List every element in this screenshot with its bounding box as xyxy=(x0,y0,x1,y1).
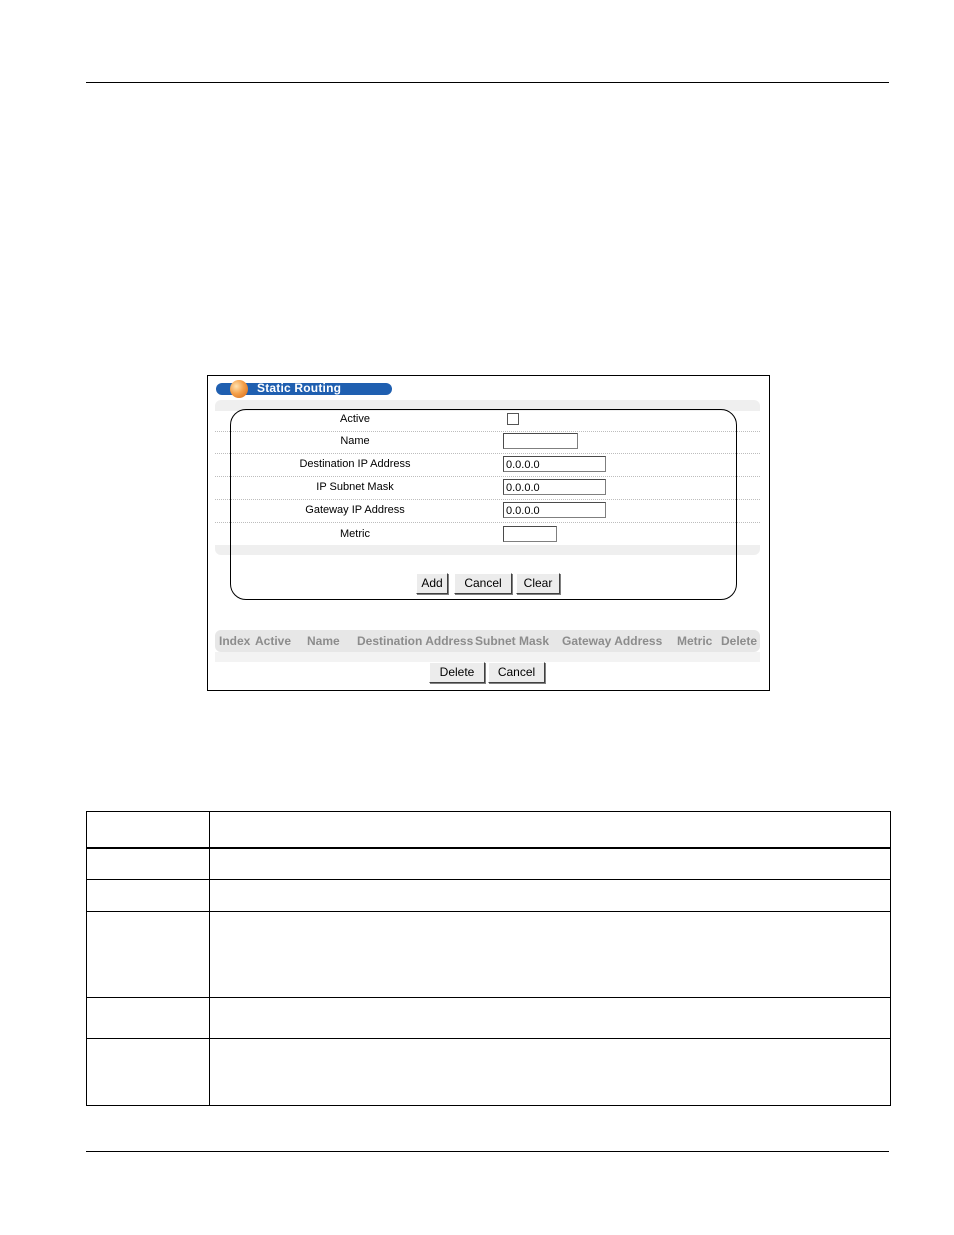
panel-title: Static Routing xyxy=(257,381,342,395)
description-table xyxy=(86,811,891,1106)
table-cell xyxy=(210,998,891,1039)
table-row xyxy=(87,848,891,880)
table-row xyxy=(87,912,891,998)
table-cell xyxy=(87,912,210,998)
table-cell xyxy=(210,912,891,998)
name-label: Name xyxy=(340,435,370,447)
form-cancel-button[interactable]: Cancel xyxy=(454,573,512,594)
destination-ip-input[interactable]: 0.0.0.0 xyxy=(503,456,606,472)
subnet-mask-input[interactable]: 0.0.0.0 xyxy=(503,479,606,495)
table-row xyxy=(87,998,891,1039)
title-orb-icon xyxy=(230,380,248,398)
table-cell xyxy=(87,812,210,848)
column-gateway-address: Gateway Address xyxy=(562,634,663,648)
gateway-ip-input[interactable]: 0.0.0.0 xyxy=(503,502,606,518)
callout-highlight xyxy=(230,409,737,600)
table-cell xyxy=(210,1039,891,1106)
static-routing-screen xyxy=(207,375,770,691)
delete-button[interactable]: Delete xyxy=(429,662,485,683)
active-label: Active xyxy=(340,413,370,425)
table-cell xyxy=(87,848,210,880)
metric-label: Metric xyxy=(340,528,370,540)
add-button[interactable]: Add xyxy=(416,573,448,594)
column-destination-address: Destination Address xyxy=(357,634,474,648)
table-row xyxy=(87,1039,891,1106)
route-table-body xyxy=(215,652,760,662)
table-row xyxy=(87,880,891,912)
column-metric: Metric xyxy=(677,634,713,648)
column-index: Index xyxy=(219,634,251,648)
destination-ip-label: Destination IP Address xyxy=(299,458,411,470)
gateway-ip-label: Gateway IP Address xyxy=(305,504,405,516)
footer-rule xyxy=(86,1151,889,1152)
table-row xyxy=(87,812,891,848)
table-cell xyxy=(210,880,891,912)
column-active: Active xyxy=(255,634,292,648)
header-rule xyxy=(86,82,889,83)
clear-button[interactable]: Clear xyxy=(516,573,560,594)
column-subnet-mask: Subnet Mask xyxy=(475,634,550,648)
column-delete: Delete xyxy=(721,634,758,648)
subnet-mask-label: IP Subnet Mask xyxy=(316,481,394,493)
table-cell xyxy=(87,880,210,912)
table-cell xyxy=(87,1039,210,1106)
route-table-header xyxy=(215,630,760,652)
table-cell xyxy=(210,812,891,848)
table-cell xyxy=(210,848,891,880)
table-cancel-button[interactable]: Cancel xyxy=(488,662,545,683)
column-name: Name xyxy=(307,634,340,648)
table-cell xyxy=(87,998,210,1039)
